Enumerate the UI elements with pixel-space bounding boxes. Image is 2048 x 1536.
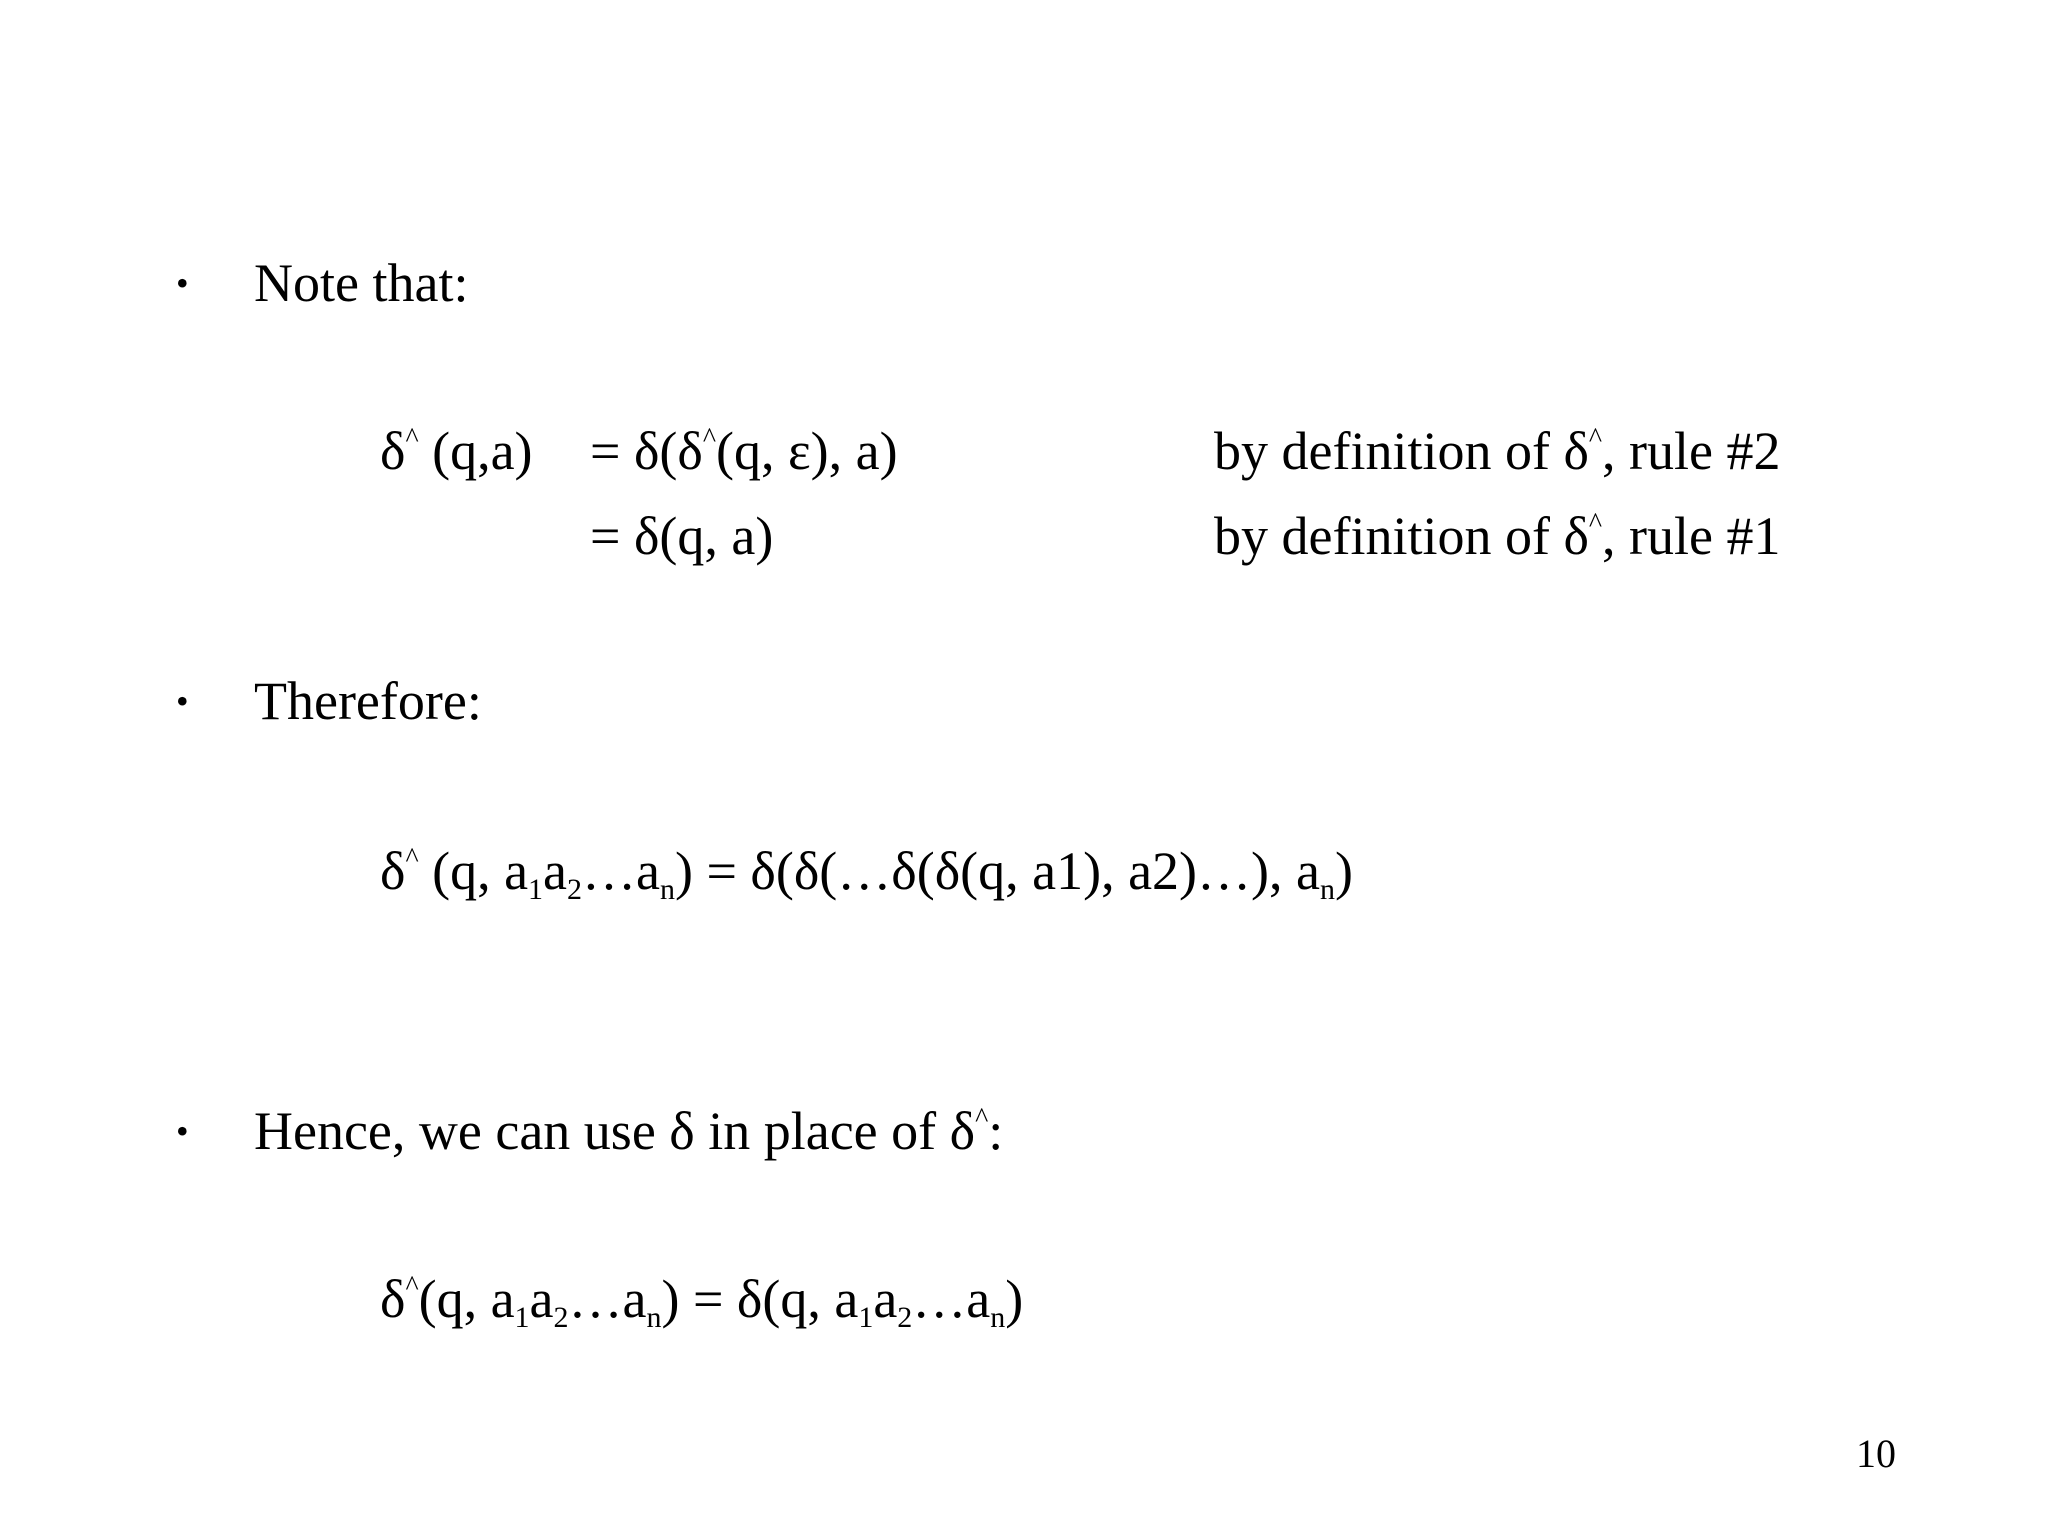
bullet-icon: •: [176, 1111, 189, 1151]
therefore-equation: δ^ (q, $a_1a_2\dots a_n$) = δ(δ(…δ(δ(q, a1), a2)…), $a_n$): [380, 841, 1353, 906]
bullet-text-therefore: Therefore:: [254, 671, 482, 731]
bullet-icon: •: [176, 681, 189, 721]
derivation-reason-2: by definition of δ^, rule #1: [1214, 506, 1781, 566]
derivation-rhs-1: = δ(δ^(q, ε), a): [590, 421, 898, 481]
derivation-lhs: δ^ (q,a): [380, 421, 533, 481]
page-number: 10: [1856, 1431, 1896, 1476]
bullet-icon: •: [176, 263, 189, 303]
derivation-rhs-2: = δ(q, a): [590, 506, 774, 566]
hence-equation: δ^(q, $a_1a_2\dots a_n) = \delta(q$, $a_1a_2\dots a_n$): [380, 1269, 1024, 1334]
bullet-text-note: Note that:: [254, 253, 469, 313]
derivation-reason-1: by definition of δ^, rule #2: [1214, 421, 1781, 481]
bullet-text-hence: Hence, we can use δ in place of δ^:: [254, 1101, 1004, 1161]
